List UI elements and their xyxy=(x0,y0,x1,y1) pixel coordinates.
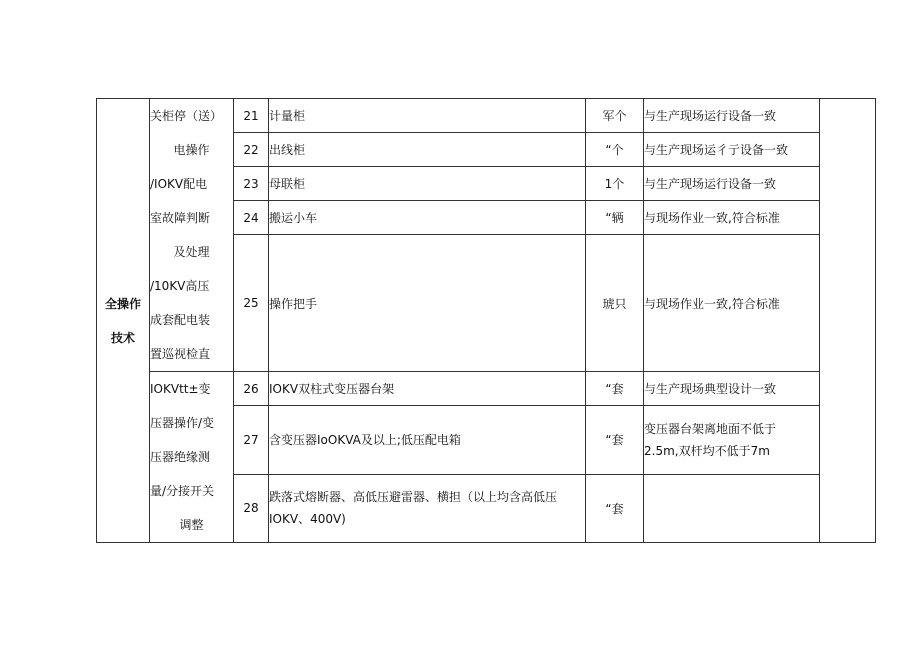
requirement-line: 2.5m,双杆均不低于7m xyxy=(644,443,770,458)
item-unit: 军个 xyxy=(586,99,644,133)
subcategory-line: 关柜停（送） xyxy=(150,109,223,123)
subcategory-line: 压器操作/变 xyxy=(150,416,215,430)
category-line: 技术 xyxy=(110,330,135,345)
item-unit: “个 xyxy=(586,133,644,167)
item-number: 25 xyxy=(234,235,269,372)
item-requirement: 与生产现场运彳亍设备一致 xyxy=(644,133,820,167)
subcategory-line: 调整 xyxy=(179,518,204,532)
subcategory-line: /IOKV配电 xyxy=(150,177,208,191)
item-name-line: 跌落式熔断器、高低压避雷器、横担（以上均含高低压 xyxy=(269,490,558,505)
item-unit: “套 xyxy=(586,372,644,406)
category-cell xyxy=(97,99,150,543)
item-name: 出线柜 xyxy=(269,133,586,167)
item-name: 母联柜 xyxy=(269,167,586,201)
item-number: 28 xyxy=(234,474,269,543)
item-name: IOKV双柱式变压器台架 xyxy=(269,372,586,406)
subcategory-line: 压器绝缘测 xyxy=(150,450,211,464)
item-unit: “套 xyxy=(586,474,644,543)
subcategory-line: 电操作 xyxy=(173,143,210,157)
item-requirement: 与生产现场典型设计一致 xyxy=(644,372,820,406)
item-name: 计量柜 xyxy=(269,99,586,133)
item-unit: 1个 xyxy=(586,167,644,201)
subcategory-line: 及处理 xyxy=(173,245,210,259)
subcategory-line: 量/分接开关 xyxy=(150,484,215,498)
subcategory-line: 置巡视检直 xyxy=(150,347,211,361)
subcategory-line: /10KV高压 xyxy=(150,279,210,293)
item-requirement: 与现场作业一致,符合标准 xyxy=(644,235,820,372)
item-number: 27 xyxy=(234,406,269,475)
subcategory-line: 成套配电装 xyxy=(150,313,211,327)
item-requirement: 与生产现场运行设备一致 xyxy=(644,167,820,201)
item-name: 含变压器IoOKVA及以上;低压配电箱 xyxy=(269,406,586,475)
item-name: 搬运小车 xyxy=(269,201,586,235)
subcategory-line: IOKVtt±变 xyxy=(150,382,211,396)
item-requirement: 与生产现场运行设备一致 xyxy=(644,99,820,133)
requirement-line: 变压器台架离地面不低于 xyxy=(644,421,777,436)
item-name xyxy=(269,474,586,543)
item-name-line: IOKV、400V) xyxy=(269,512,346,527)
subcategory-cell xyxy=(150,372,234,543)
item-number: 26 xyxy=(234,372,269,406)
item-number: 23 xyxy=(234,167,269,201)
remarks-cell xyxy=(820,99,876,543)
table-row xyxy=(97,99,876,133)
item-unit: “辆 xyxy=(586,201,644,235)
subcategory-cell xyxy=(150,99,234,372)
item-unit: 琥只 xyxy=(586,235,644,372)
equipment-table xyxy=(96,98,876,543)
item-requirement xyxy=(644,474,820,543)
item-requirement xyxy=(644,406,820,475)
subcategory-line: 室故障判断 xyxy=(150,211,211,225)
item-number: 22 xyxy=(234,133,269,167)
table-row xyxy=(97,372,876,406)
item-unit: “套 xyxy=(586,406,644,475)
item-requirement: 与现场作业一致,符合标准 xyxy=(644,201,820,235)
category-line: 全操作 xyxy=(104,296,141,311)
item-name: 操作把手 xyxy=(269,235,586,372)
item-number: 24 xyxy=(234,201,269,235)
item-number: 21 xyxy=(234,99,269,133)
